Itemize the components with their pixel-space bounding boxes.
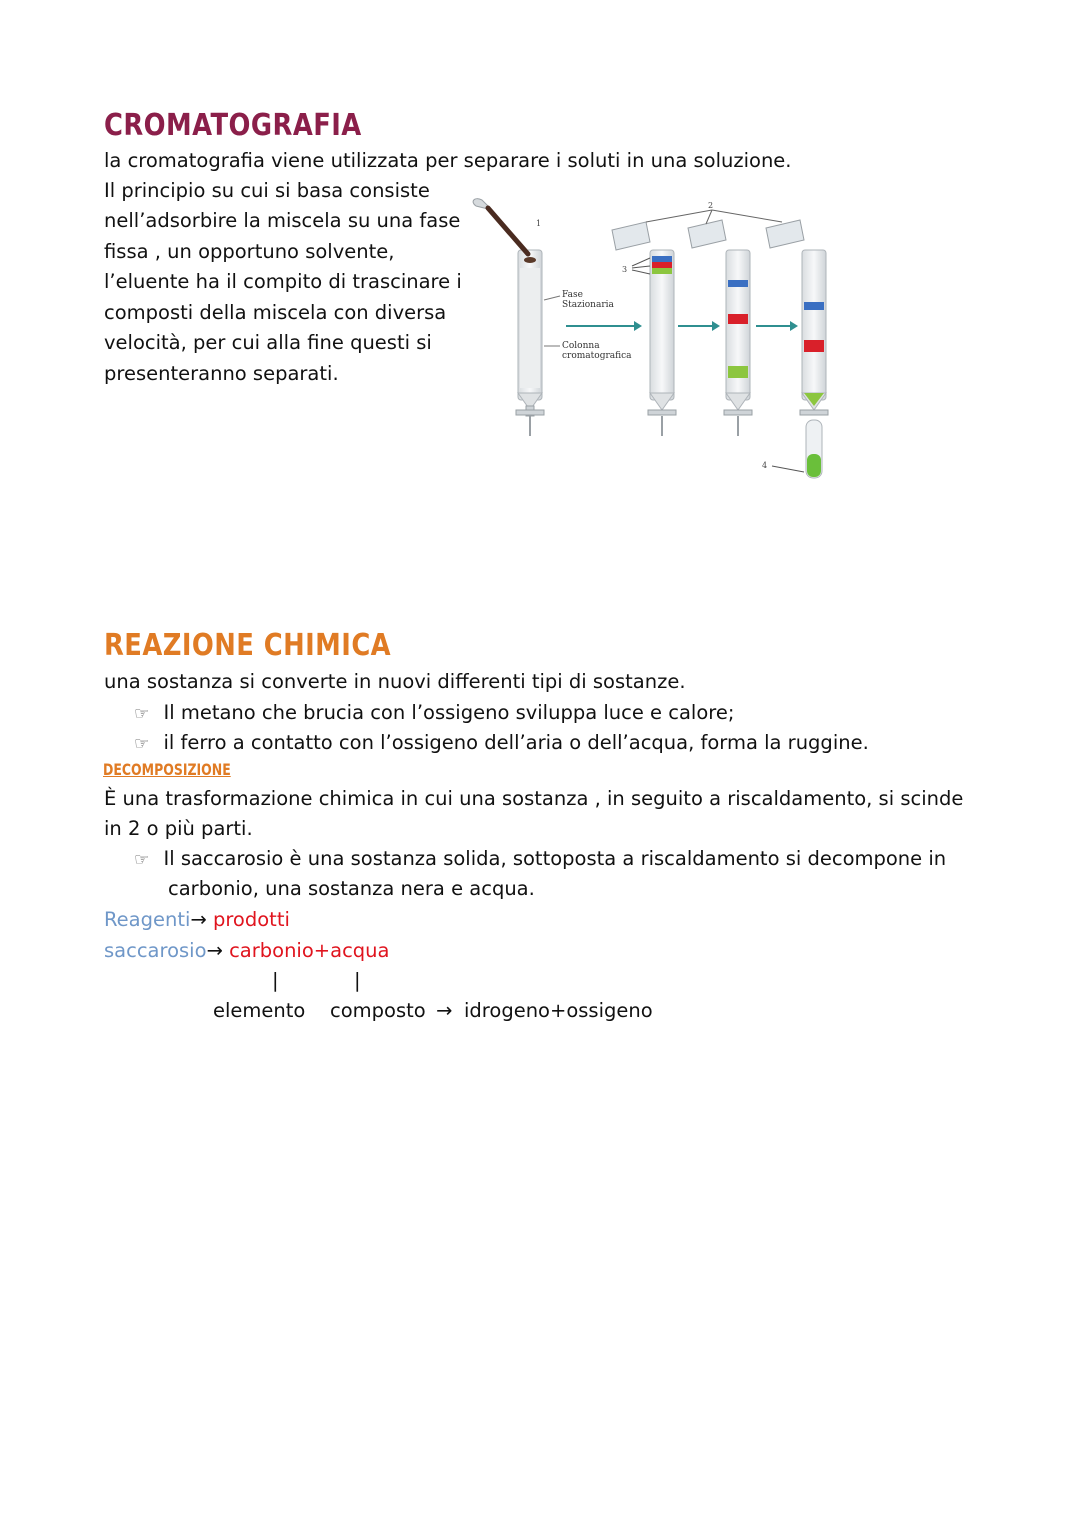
column-4: [800, 250, 828, 478]
arrow-1: [566, 321, 642, 331]
figure-label-1: 1: [536, 219, 542, 228]
bullet-continuation: carbonio, una sostanza nera e acqua.: [168, 877, 535, 900]
beaker-3: [766, 220, 804, 248]
paragraph-line: presenteranno separati.: [104, 362, 339, 385]
idrogeno-ossigeno-label: idrogeno+ossigeno: [464, 999, 653, 1022]
figure-label-3: 3: [622, 265, 628, 274]
arrow-icon: →: [206, 939, 223, 962]
label-cromatografica: cromatografica: [562, 351, 632, 361]
bullet-item: [134, 698, 734, 730]
figure-label-4: 4: [762, 461, 768, 470]
subheading-decomposizione: DECOMPOSIZIONE: [103, 760, 231, 779]
bullet-text: Il saccarosio è una sostanza solida, sottoposta a riscaldamento si decompone in: [163, 847, 947, 870]
column-2: [648, 250, 676, 436]
equation-general: [104, 905, 290, 936]
arrow-3: [756, 321, 798, 331]
section-title-reazione-chimica: REAZIONE CHIMICA: [104, 628, 392, 663]
arrow-icon: →: [436, 999, 453, 1022]
intro-text: una sostanza si converte in nuovi differenti tipi di sostanze.: [104, 670, 686, 693]
paragraph-line: Il principio su cui si basa consiste: [104, 179, 430, 202]
reagenti-label: Reagenti: [104, 908, 191, 931]
connector-bar: |: [354, 969, 361, 992]
beaker-2: [688, 220, 726, 248]
products-label: carbonio+acqua: [229, 939, 390, 962]
elemento-label: elemento: [213, 999, 306, 1022]
paragraph-line: fissa , un opportuno solvente,: [104, 240, 395, 263]
beaker-1: [612, 222, 650, 250]
prodotti-label: prodotti: [212, 908, 290, 931]
bullet-item: [134, 728, 869, 760]
paragraph-line: composti della miscela con diversa: [104, 301, 447, 324]
bullet-text: Il metano che brucia con l’ossigeno sviluppa luce e calore;: [163, 701, 735, 724]
saccarosio-label: saccarosio: [104, 939, 207, 962]
paragraph-line: velocità, per cui alla fine questi si: [104, 331, 432, 354]
connector-bar: |: [272, 969, 279, 992]
arrow-2: [678, 321, 720, 331]
column-1: [473, 199, 544, 436]
equation-saccarosio: [104, 936, 389, 967]
definition-line: in 2 o più parti.: [104, 817, 253, 840]
figure-label-2: 2: [708, 201, 714, 210]
composto-label: composto: [330, 999, 426, 1022]
pointing-hand-icon: ☞: [134, 734, 150, 754]
bullet-text: il ferro a contatto con l’ossigeno dell’aria o dell’acqua, forma la ruggine.: [163, 731, 869, 754]
pointing-hand-icon: ☞: [134, 850, 150, 870]
section-title-cromatografia: CROMATOGRAFIA: [104, 108, 362, 143]
label-fase: Fase: [562, 290, 583, 300]
chromatography-figure: [470, 188, 850, 488]
pointing-hand-icon: ☞: [134, 704, 150, 724]
label-colonna: Colonna: [562, 341, 600, 351]
bullet-item: [134, 844, 946, 876]
intro-text: la cromatografia viene utilizzata per separare i soluti in una soluzione.: [104, 149, 792, 172]
definition-line: È una trasformazione chimica in cui una sostanza , in seguito a riscaldamento, si scinde: [104, 787, 964, 810]
paragraph-line: nell’adsorbire la miscela su una fase: [104, 209, 461, 232]
label-stazionaria: Stazionaria: [562, 300, 614, 310]
paragraph-line: l’eluente ha il compito di trascinare i: [104, 270, 462, 293]
arrow-icon: →: [190, 908, 207, 931]
column-3: [724, 250, 752, 436]
